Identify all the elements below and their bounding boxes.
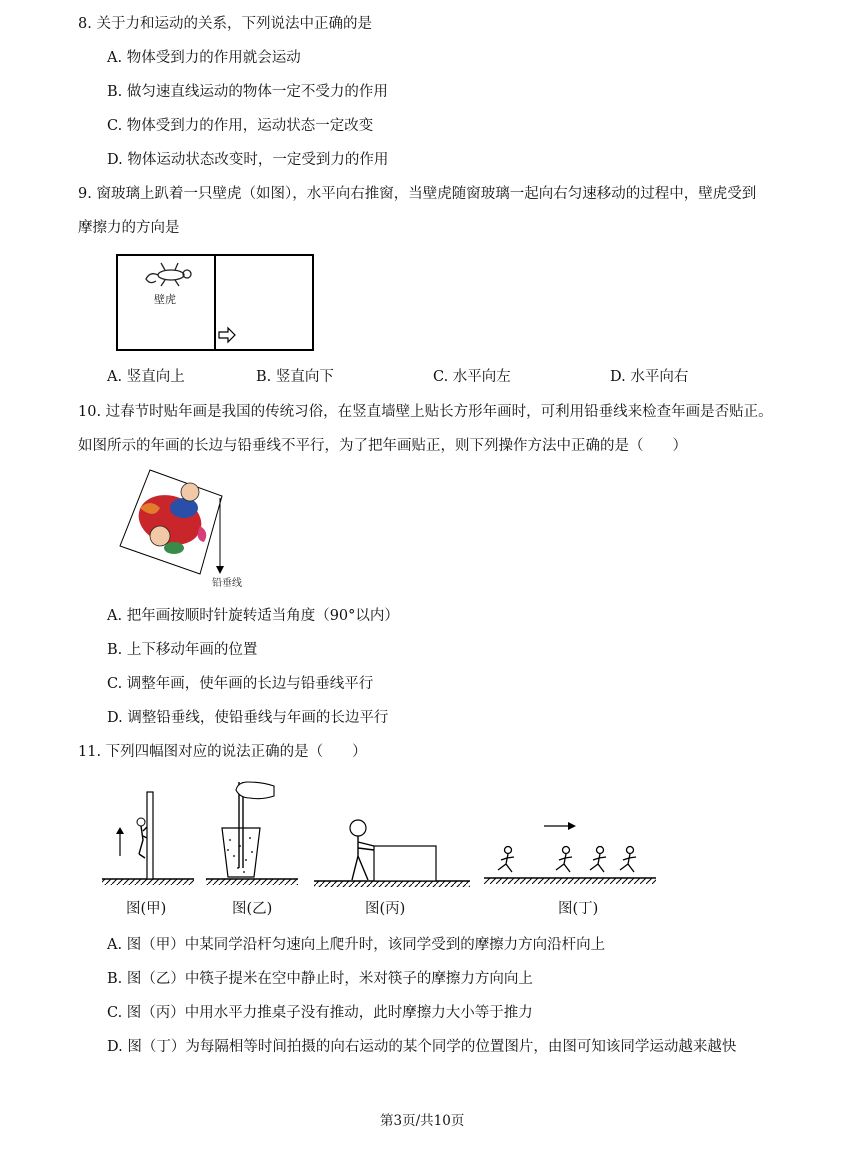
q11-option-d: D. 图（丁）为每隔相等时间拍摄的向右运动的某个同学的位置图片，由图可知该同学运动越来越快: [107, 1039, 737, 1055]
caption-bing: 图(丙): [365, 901, 406, 917]
q9-option-b: B. 竖直向下: [256, 369, 334, 385]
caption-jia: 图(甲): [126, 901, 167, 917]
caption-ding: 图(丁): [558, 901, 599, 917]
gecko-label: 壁虎: [154, 293, 176, 306]
caption-yi: 图(乙): [232, 901, 273, 917]
hand-icon: [236, 782, 274, 799]
q8-option-c: C. 物体受到力的作用，运动状态一定改变: [107, 118, 374, 134]
q9-stem-line2: 摩擦力的方向是: [78, 220, 180, 236]
push-arrow-icon: [219, 328, 235, 342]
new-year-painting-figure: [112, 468, 247, 592]
q8-option-d: D. 物体运动状态改变时，一定受到力的作用: [107, 152, 389, 168]
q9-stem-line1: 9. 窗玻璃上趴着一只壁虎（如图），水平向右推窗，当壁虎随窗玻璃一起向右匀速移动的过程中，壁虎受到: [78, 186, 757, 202]
gecko-icon: [146, 263, 191, 286]
figure-ding: [484, 822, 656, 884]
figure-jia: [102, 792, 194, 885]
figure-yi: [206, 782, 298, 885]
q10-option-b: B. 上下移动年画的位置: [107, 642, 258, 658]
q11-option-b: B. 图（乙）中筷子提米在空中静止时，米对筷子的摩擦力方向向上: [107, 971, 533, 987]
q10-option-d: D. 调整铅垂线，使铅垂线与年画的长边平行: [107, 710, 389, 726]
right-arrow-icon: [568, 822, 576, 830]
q9-option-c: C. 水平向左: [433, 369, 511, 385]
q8-option-a: A. 物体受到力的作用就会运动: [107, 50, 301, 66]
q11-stem: 11. 下列四幅图对应的说法正确的是（ ）: [78, 744, 367, 760]
q10-option-a: A. 把年画按顺时针旋转适当角度（90°以内）: [107, 608, 399, 624]
window-figure: [115, 253, 317, 353]
q10-stem-line2: 如图所示的年画的长边与铅垂线不平行，为了把年画贴正，则下列操作方法中正确的是（ ）: [78, 438, 687, 454]
q9-option-d: D. 水平向右: [610, 369, 689, 385]
q8-option-b: B. 做匀速直线运动的物体一定不受力的作用: [107, 84, 388, 100]
figure-bing: [314, 820, 470, 887]
q10-option-c: C. 调整年画，使年画的长边与铅垂线平行: [107, 676, 374, 692]
q10-stem-line1: 10. 过春节时贴年画是我国的传统习俗，在竖直墙壁上贴长方形年画时，可利用铅垂线来检查年画是否贴正。: [78, 404, 773, 420]
q11-option-a: A. 图（甲）中某同学沿杆匀速向上爬升时，该同学受到的摩擦力方向沿杆向上: [107, 937, 606, 953]
four-figures: [100, 776, 660, 922]
q11-option-c: C. 图（丙）中用水平力推桌子没有推动，此时摩擦力大小等于推力: [107, 1005, 533, 1021]
q9-option-a: A. 竖直向上: [107, 369, 185, 385]
q8-stem: 8. 关于力和运动的关系，下列说法中正确的是: [78, 16, 372, 32]
up-arrow-icon: [116, 827, 124, 834]
page-footer: 第3页/共10页: [380, 1113, 465, 1129]
plumb-line-label: 铅垂线: [212, 578, 242, 589]
